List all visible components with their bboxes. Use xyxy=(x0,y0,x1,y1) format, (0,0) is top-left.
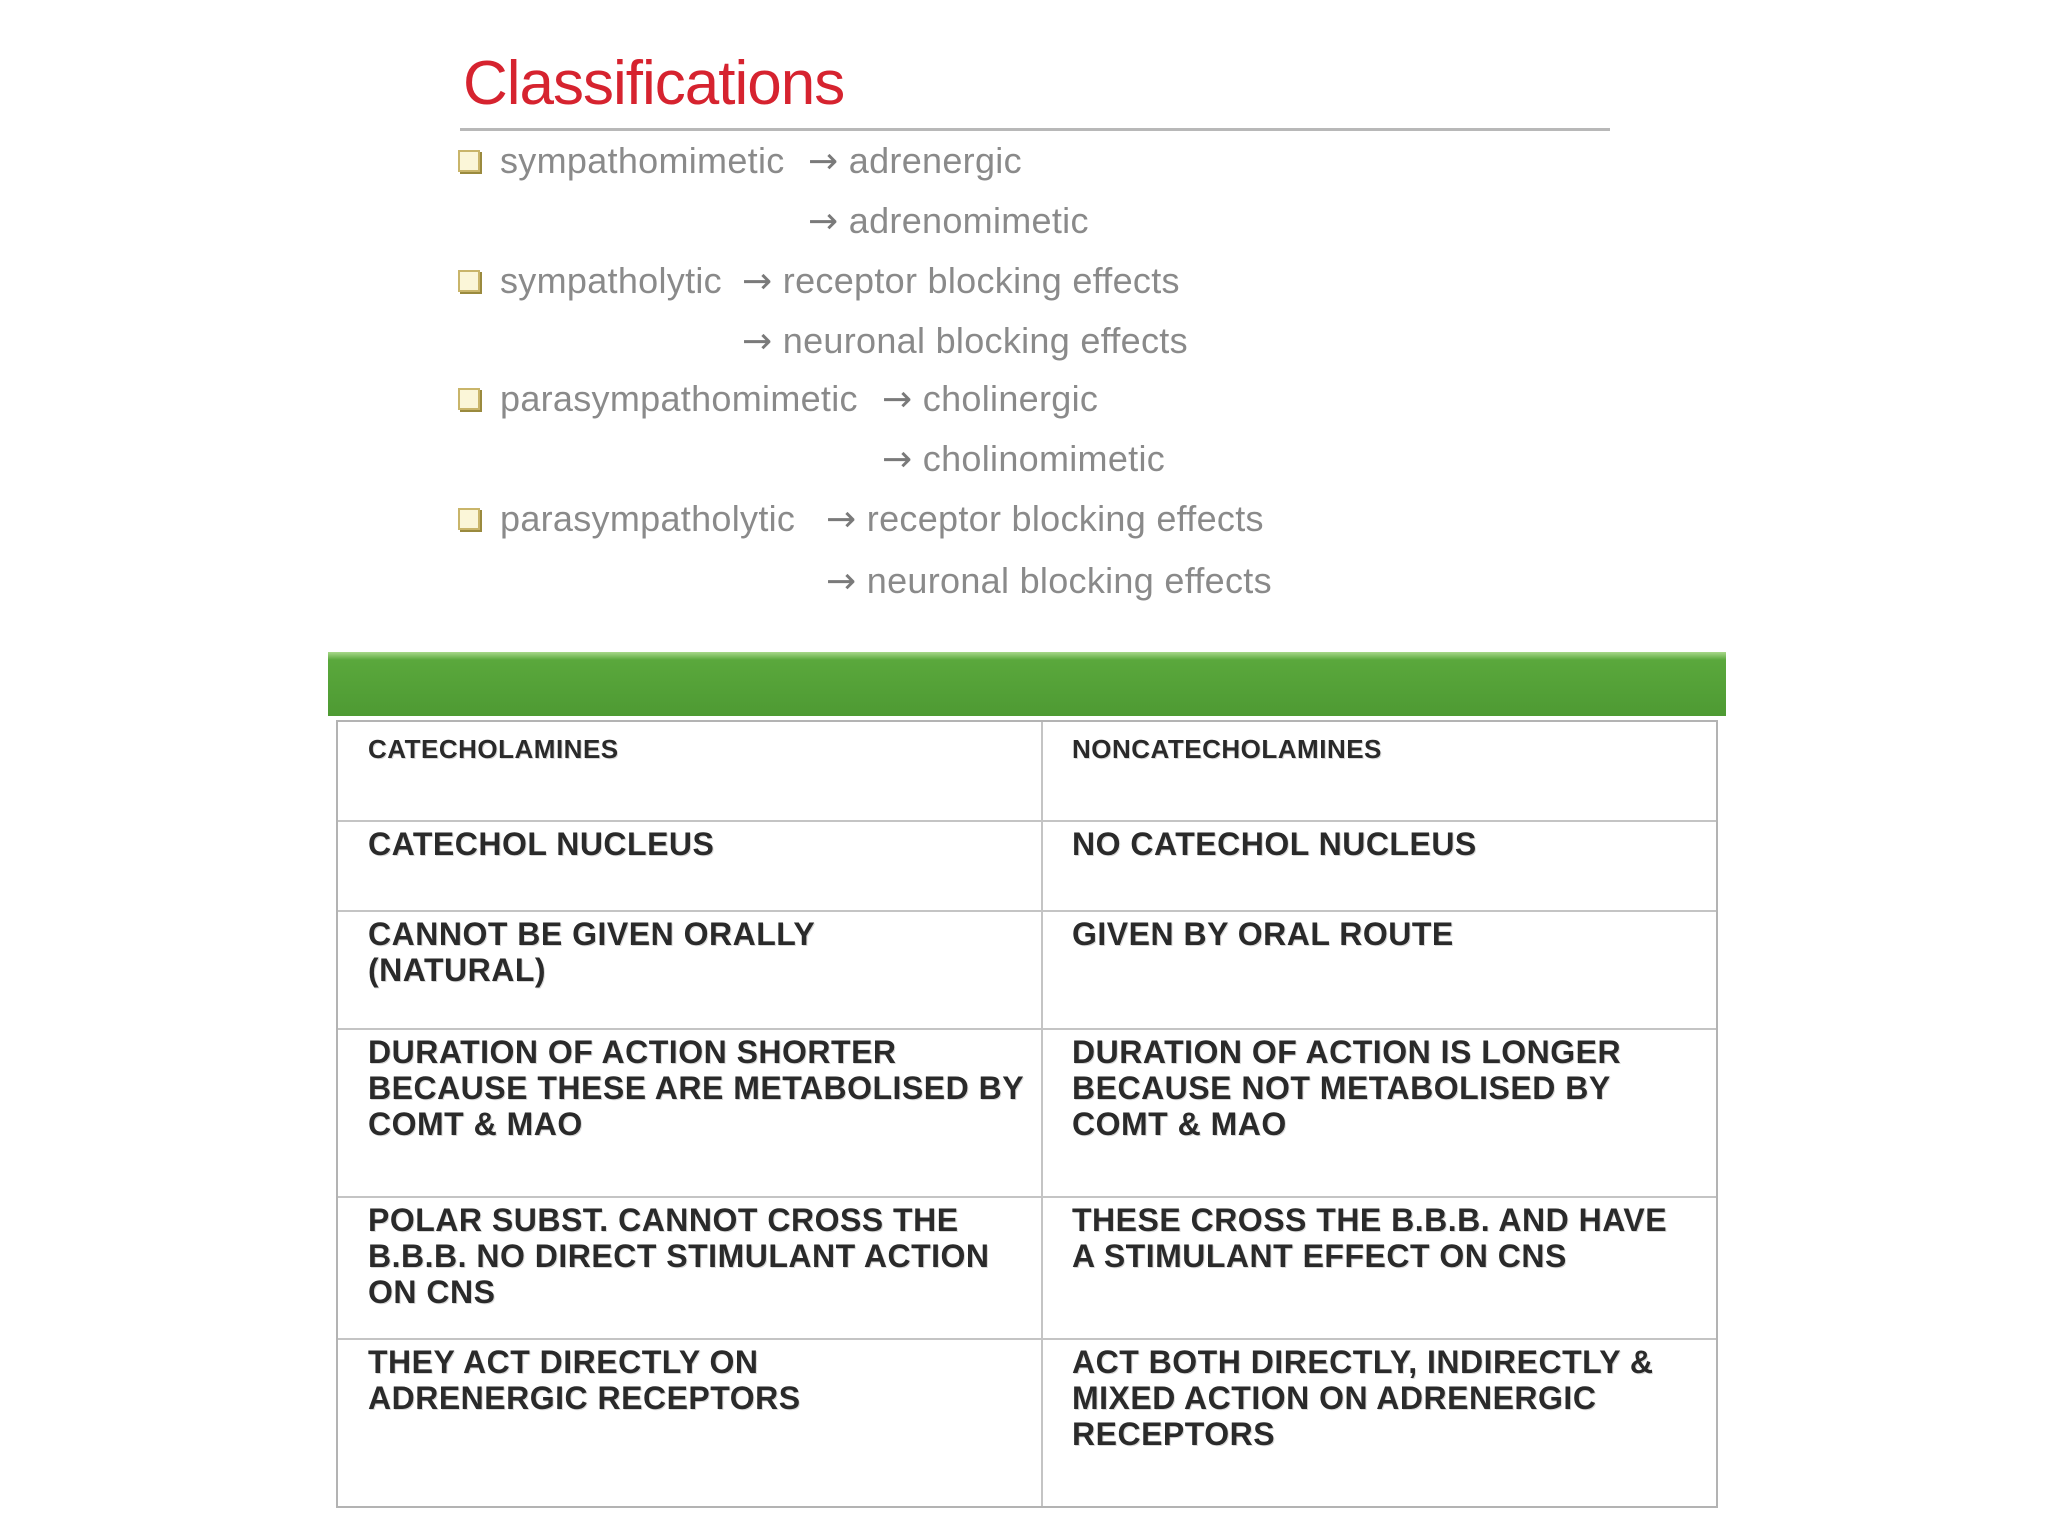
classification-effect: → receptor blocking effects xyxy=(826,498,1264,540)
classification-effect: → neuronal blocking effects xyxy=(742,320,1188,362)
column-divider xyxy=(1041,722,1043,1506)
classification-term: sympatholytic xyxy=(500,260,722,301)
row-divider xyxy=(338,820,1716,822)
arrow-right-icon: → xyxy=(808,141,839,182)
classification-effect: → neuronal blocking effects xyxy=(826,560,1272,602)
classification-effect: → cholinergic xyxy=(882,378,1099,420)
table-cell-right: GIVEN BY ORAL ROUTE xyxy=(1072,916,1454,952)
arrow-right-icon: → xyxy=(826,561,857,602)
table-cell-left: POLAR SUBST. CANNOT CROSS THE B.B.B. NO DIRECT STIMULANT ACTION ON CNS xyxy=(368,1202,990,1310)
table-cell-right: NO CATECHOL NUCLEUS xyxy=(1072,826,1477,862)
table-cell-left: CATECHOL NUCLEUS xyxy=(368,826,715,862)
classification-term: parasympathomimetic xyxy=(500,378,858,419)
row-divider xyxy=(338,1338,1716,1340)
table-cell-right: DURATION OF ACTION IS LONGER BECAUSE NOT METABOLISED BY COMT & MAO xyxy=(1072,1034,1622,1142)
arrow-right-icon: → xyxy=(882,439,913,480)
table-cell-left: DURATION OF ACTION SHORTER BECAUSE THESE ARE METABOLISED BY COMT & MAO xyxy=(368,1034,1024,1142)
classification-effect: → cholinomimetic xyxy=(882,438,1166,480)
arrow-right-icon: → xyxy=(742,261,773,302)
arrow-right-icon: → xyxy=(742,321,773,362)
table-header-left: CATECHOLAMINES xyxy=(368,734,619,764)
classification-effect: → adrenomimetic xyxy=(808,200,1089,242)
classifications-slide xyxy=(0,0,2048,640)
classification-effect: → adrenergic xyxy=(808,140,1022,182)
row-divider xyxy=(338,910,1716,912)
row-divider xyxy=(338,1028,1716,1030)
row-divider xyxy=(338,1196,1716,1198)
classification-term: parasympatholytic xyxy=(500,498,796,539)
title-divider xyxy=(460,128,1610,131)
table-cell-right: ACT BOTH DIRECTLY, INDIRECTLY & MIXED ACTION ON ADRENERGIC RECEPTORS xyxy=(1072,1344,1654,1452)
arrow-right-icon: → xyxy=(826,499,857,540)
table-cell-right: THESE CROSS THE B.B.B. AND HAVE A STIMULANT EFFECT ON CNS xyxy=(1072,1202,1668,1274)
table-cell-left: THEY ACT DIRECTLY ON ADRENERGIC RECEPTORS xyxy=(368,1344,801,1416)
arrow-right-icon: → xyxy=(808,201,839,242)
checkbox-bullet-icon xyxy=(458,270,480,292)
table-header-right: NONCATECHOLAMINES xyxy=(1072,734,1382,764)
comparison-table xyxy=(336,720,1718,1508)
table-cell-left: CANNOT BE GIVEN ORALLY (NATURAL) xyxy=(368,916,815,988)
classification-effect: → receptor blocking effects xyxy=(742,260,1180,302)
checkbox-bullet-icon xyxy=(458,388,480,410)
checkbox-bullet-icon xyxy=(458,508,480,530)
arrow-right-icon: → xyxy=(882,379,913,420)
checkbox-bullet-icon xyxy=(458,150,480,172)
classification-term: sympathomimetic xyxy=(500,140,785,181)
title-bar xyxy=(328,652,1726,716)
slide-title: Classifications xyxy=(463,49,845,118)
